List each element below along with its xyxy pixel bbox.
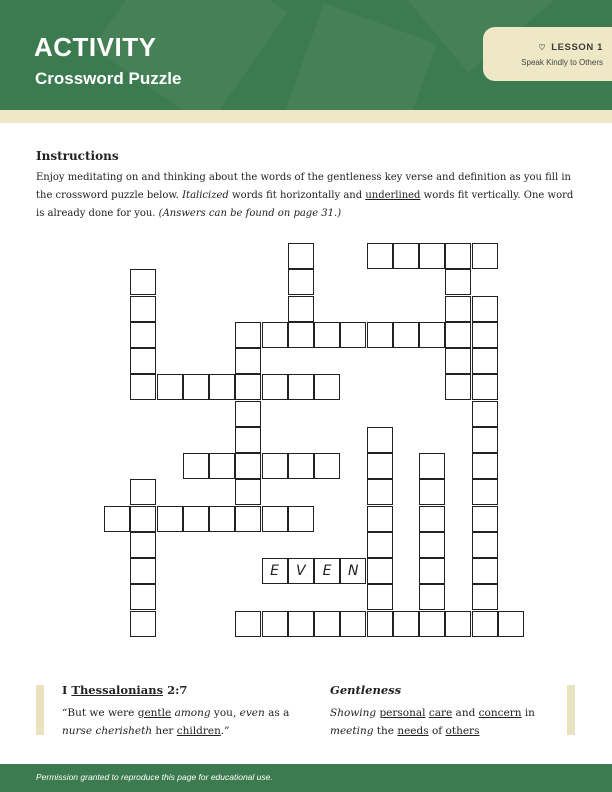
- crossword-cell[interactable]: [209, 374, 235, 400]
- crossword-cell[interactable]: [367, 558, 393, 584]
- verse-word: nurse: [62, 725, 93, 737]
- verse-reference: [62, 683, 187, 697]
- verse-part: you,: [210, 707, 240, 719]
- crossword-cell[interactable]: [235, 453, 261, 479]
- crossword-cell[interactable]: [445, 348, 471, 374]
- crossword-cell[interactable]: [183, 374, 209, 400]
- crossword-cell[interactable]: [288, 611, 314, 637]
- crossword-cell[interactable]: [130, 584, 156, 610]
- definition-part: of: [428, 725, 446, 737]
- crossword-cell[interactable]: [367, 506, 393, 532]
- crossword-cell[interactable]: [367, 243, 393, 269]
- crossword-cell[interactable]: [130, 532, 156, 558]
- activity-subtitle: Crossword Puzzle: [35, 69, 182, 88]
- crossword-cell[interactable]: [262, 506, 288, 532]
- crossword-cell[interactable]: [498, 611, 524, 637]
- crossword-cell[interactable]: [445, 374, 471, 400]
- instructions-part: Enjoy meditating on and thinking about the words of the gentleness key verse and definition as you fill in the crossword puzzle below.: [36, 172, 571, 201]
- crossword-cell[interactable]: [472, 296, 498, 322]
- crossword-cell[interactable]: [130, 296, 156, 322]
- definition-word: needs: [397, 725, 429, 737]
- verse-ref-chapter: 2:7: [163, 683, 188, 697]
- crossword-cell[interactable]: [367, 479, 393, 505]
- instructions-answers-note: (Answers can be found on page 31.): [158, 208, 342, 219]
- crossword-cell[interactable]: [472, 479, 498, 505]
- page-footer: [0, 764, 612, 792]
- verse-word: cherisheth: [95, 725, 153, 737]
- crossword-cell[interactable]: [419, 532, 445, 558]
- crossword-cell[interactable]: [445, 322, 471, 348]
- crossword-cell[interactable]: [472, 611, 498, 637]
- crossword-cell[interactable]: [367, 453, 393, 479]
- crossword-cell[interactable]: [288, 296, 314, 322]
- definition-text: [330, 704, 560, 740]
- crossword-cell-prefilled: N: [340, 558, 366, 584]
- definition-accent-bar: [567, 685, 575, 735]
- verse-word: children: [176, 725, 221, 737]
- crossword-cell[interactable]: [445, 243, 471, 269]
- crossword-cell[interactable]: [235, 611, 261, 637]
- crossword-cell[interactable]: [235, 374, 261, 400]
- crossword-cell[interactable]: [472, 401, 498, 427]
- crossword-cell[interactable]: [209, 506, 235, 532]
- crossword-cell[interactable]: [235, 322, 261, 348]
- crossword-cell[interactable]: [288, 506, 314, 532]
- activity-title: ACTIVITY: [34, 32, 157, 62]
- definition-word: care: [428, 707, 453, 719]
- crossword-cell[interactable]: [288, 269, 314, 295]
- crossword-cell[interactable]: [157, 374, 183, 400]
- definition-part: and: [452, 707, 479, 719]
- crossword-cell[interactable]: [262, 453, 288, 479]
- definition-part: the: [373, 725, 398, 737]
- crossword-cell[interactable]: [367, 322, 393, 348]
- crossword-cell[interactable]: [262, 611, 288, 637]
- crossword-cell[interactable]: [419, 506, 445, 532]
- crossword-cell[interactable]: [419, 479, 445, 505]
- crossword-cell[interactable]: [314, 611, 340, 637]
- verse-word: among: [174, 707, 211, 719]
- crossword-cell[interactable]: [393, 322, 419, 348]
- verse-part: “But we were: [62, 707, 138, 719]
- crossword-cell[interactable]: [235, 479, 261, 505]
- crossword-cell[interactable]: [288, 243, 314, 269]
- crossword-cell[interactable]: [445, 611, 471, 637]
- crossword-cell[interactable]: [472, 453, 498, 479]
- crossword-cell[interactable]: [314, 374, 340, 400]
- crossword-cell[interactable]: [183, 453, 209, 479]
- crossword-cell[interactable]: [367, 584, 393, 610]
- definition-title: Gentleness: [330, 683, 402, 697]
- crossword-cell[interactable]: [419, 322, 445, 348]
- footer-text: Permission granted to reproduce this page for educational use.: [36, 772, 273, 782]
- verse-text: [62, 704, 302, 740]
- crossword-cell[interactable]: [262, 374, 288, 400]
- crossword-cell[interactable]: [367, 532, 393, 558]
- crossword-cell[interactable]: [314, 453, 340, 479]
- verse-part: .”: [220, 725, 230, 737]
- definition-word: Showing: [330, 707, 377, 719]
- crossword-cell[interactable]: [130, 348, 156, 374]
- crossword-cell[interactable]: [472, 243, 498, 269]
- crossword-cell[interactable]: [130, 322, 156, 348]
- crossword-cell-prefilled: E: [314, 558, 340, 584]
- crossword-cell[interactable]: [130, 479, 156, 505]
- crossword-cell[interactable]: [288, 374, 314, 400]
- crossword-cell[interactable]: [393, 611, 419, 637]
- crossword-cell[interactable]: [445, 296, 471, 322]
- crossword-cell[interactable]: [209, 453, 235, 479]
- crossword-cell[interactable]: [314, 322, 340, 348]
- crossword-cell[interactable]: [340, 322, 366, 348]
- crossword-cell[interactable]: [419, 611, 445, 637]
- crossword-cell[interactable]: [472, 348, 498, 374]
- crossword-cell[interactable]: [340, 611, 366, 637]
- crossword-cell[interactable]: [472, 584, 498, 610]
- definition-word: others: [445, 725, 480, 737]
- instructions-underlined: underlined: [365, 190, 421, 201]
- crossword-cell[interactable]: [367, 611, 393, 637]
- crossword-cell[interactable]: [472, 374, 498, 400]
- crossword-cell[interactable]: [130, 611, 156, 637]
- verse-word: even: [239, 707, 265, 719]
- crossword-cell[interactable]: [472, 558, 498, 584]
- crossword-cell[interactable]: [130, 269, 156, 295]
- crossword-cell-prefilled: E: [262, 558, 288, 584]
- crossword-cell[interactable]: [288, 453, 314, 479]
- crossword-cell[interactable]: [235, 506, 261, 532]
- crossword-cell[interactable]: [288, 322, 314, 348]
- heart-icon: ♡: [538, 43, 547, 52]
- crossword-cell[interactable]: [472, 532, 498, 558]
- definition-word: meeting: [330, 725, 374, 737]
- crossword-cell[interactable]: [104, 506, 130, 532]
- definition-word: concern: [478, 707, 522, 719]
- lesson-label-text: LESSON 1: [551, 42, 603, 53]
- crossword-cell[interactable]: [419, 243, 445, 269]
- crossword-cell-prefilled: V: [288, 558, 314, 584]
- crossword-cell[interactable]: [235, 427, 261, 453]
- crossword-cell[interactable]: [472, 506, 498, 532]
- verse-accent-bar: [36, 685, 44, 735]
- definition-part: in: [521, 707, 535, 719]
- verse-ref-book: Thessalonians: [71, 683, 164, 697]
- instructions-heading: Instructions: [36, 149, 119, 163]
- crossword-cell[interactable]: [157, 506, 183, 532]
- crossword-cell[interactable]: [445, 269, 471, 295]
- definition-word: personal: [379, 707, 426, 719]
- verse-word: gentle: [137, 707, 172, 719]
- lesson-subtitle: Speak Kindly to Others: [521, 58, 603, 67]
- instructions-italicized: Italicized: [182, 190, 229, 201]
- crossword-cell[interactable]: [393, 243, 419, 269]
- crossword-cell[interactable]: [183, 506, 209, 532]
- crossword-cell[interactable]: [262, 322, 288, 348]
- crossword-cell[interactable]: [367, 427, 393, 453]
- crossword-cell[interactable]: [130, 558, 156, 584]
- instructions-part: words fit horizontally and: [228, 190, 366, 201]
- crossword-cell[interactable]: [472, 322, 498, 348]
- crossword-cell[interactable]: [472, 427, 498, 453]
- crossword-cell[interactable]: [235, 401, 261, 427]
- verse-part: as a: [264, 707, 290, 719]
- crossword-cell[interactable]: [419, 584, 445, 610]
- crossword-cell[interactable]: [419, 558, 445, 584]
- crossword-cell[interactable]: [419, 453, 445, 479]
- crossword-cell[interactable]: [130, 506, 156, 532]
- crossword-cell[interactable]: [130, 374, 156, 400]
- verse-ref-prefix: I: [62, 683, 72, 697]
- crossword-cell[interactable]: [235, 348, 261, 374]
- verse-part: her: [152, 725, 177, 737]
- instructions-part: words fit vertically. One word is already done for you.: [36, 190, 574, 219]
